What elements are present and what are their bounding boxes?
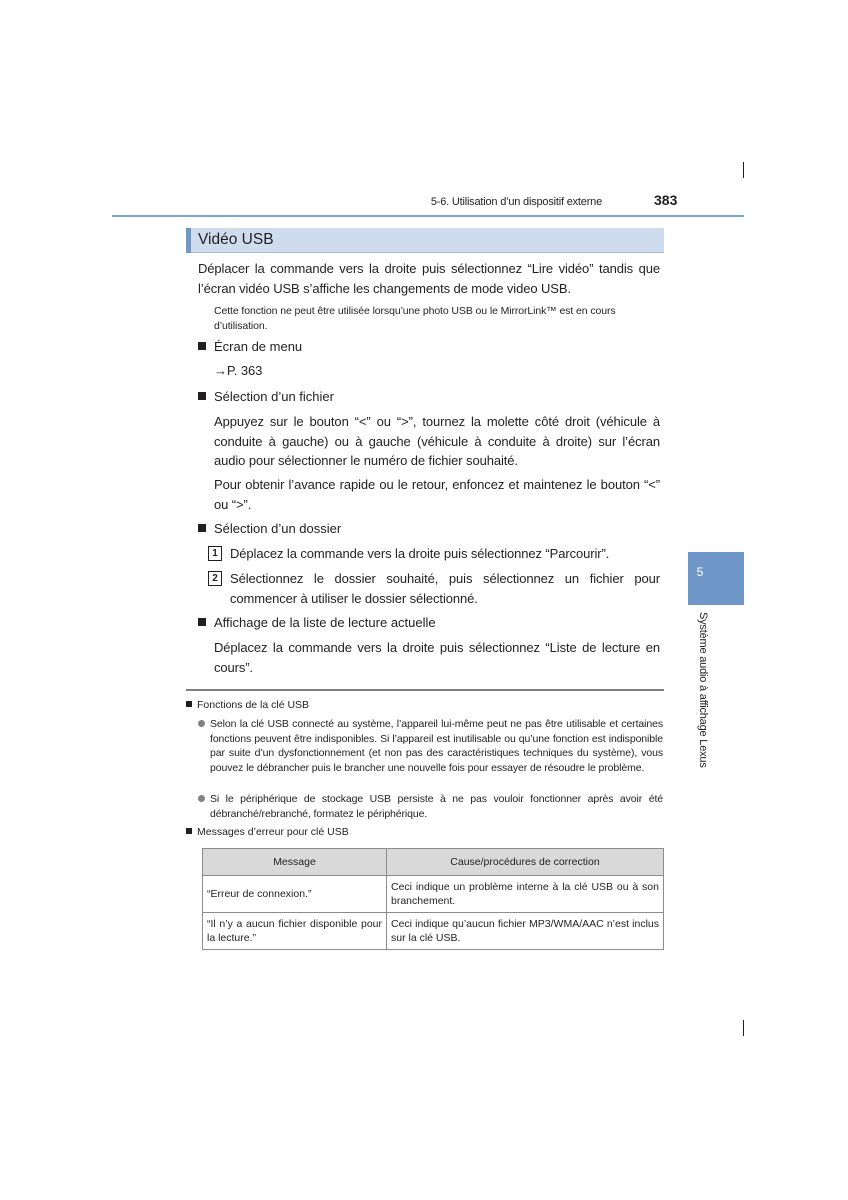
usb-functions-heading: Fonctions de la clé USB [186, 698, 309, 712]
table-cell-cause: Ceci indique qu’aucun fichier MP3/WMA/AAC n’est inclus sur la clé USB. [387, 913, 664, 950]
header-rule [112, 215, 744, 217]
playlist-heading: Affichage de la liste de lecture actuelle [198, 614, 436, 632]
step-number-2: 2 [208, 571, 222, 586]
folder-selection-heading: Sélection d’un dossier [198, 520, 341, 538]
square-bullet-icon [198, 524, 206, 532]
usb-functions-bullet-2: Si le périphérique de stockage USB persiste à ne pas vouloir fonctionner après avoir été débranché/rebranché, formatez le périphérique. [198, 792, 663, 821]
file-selection-paragraph-1: Appuyez sur le bouton “<” ou “>”, tournez la molette côté droit (véhicule à conduite à gauche) ou à gauche (véhicule à conduite à droite) sur l’écran audio pour sélectionner le numéro de fichier souhaité. [214, 414, 660, 468]
round-bullet-icon [198, 720, 205, 727]
square-bullet-icon [186, 701, 192, 707]
section-title-accent [186, 228, 191, 253]
step-text-1: Déplacez la commande vers la droite puis sélectionnez “Parcourir”. [230, 546, 610, 561]
file-selection-heading: Sélection d’un fichier [198, 388, 334, 406]
square-bullet-icon [198, 618, 206, 626]
page-number: 383 [654, 192, 678, 208]
section-separator [186, 689, 664, 691]
step-number-1: 1 [208, 546, 222, 561]
table-row [203, 876, 664, 913]
round-bullet-icon [198, 795, 205, 802]
table-cell-message: “Erreur de connexion.” [203, 876, 387, 913]
table-cell-message: “Il n’y a aucun fichier disponible pour la lecture.” [203, 913, 387, 950]
error-messages-heading: Messages d’erreur pour clé USB [186, 825, 349, 839]
square-bullet-icon [198, 392, 206, 400]
step-text-2: Sélectionnez le dossier souhaité, puis sélectionnez un fichier pour commencer à utiliser le dossier sélectionné. [230, 571, 660, 606]
column-header-cause: Cause/procédures de correction [387, 849, 664, 876]
square-bullet-icon [198, 342, 206, 350]
table-row [203, 913, 664, 950]
column-header-message: Message [203, 849, 387, 876]
error-messages-table [202, 848, 664, 950]
chapter-tab-number: 5 [696, 565, 704, 579]
header-section-title: 5-6. Utilisation d’un dispositif externe [430, 196, 602, 208]
square-bullet-icon [186, 828, 192, 834]
section-title: Vidéo USB [198, 231, 274, 248]
playlist-paragraph: Déplacez la commande vers la droite puis sélectionnez “Liste de lecture en cours”. [214, 640, 660, 675]
file-selection-paragraph-2: Pour obtenir l’avance rapide ou le retour, enfoncez et maintenez le bouton “<” ou “>”. [214, 477, 660, 512]
crop-mark-top [743, 162, 744, 178]
menu-screen-reference[interactable]: →P. 363 [214, 363, 263, 378]
table-cell-cause: Ceci indique un problème interne à la clé USB ou à son branchement. [387, 876, 664, 913]
chapter-tab-title: Système audio à affichage Lexus [697, 612, 709, 768]
usb-functions-bullet-1: Selon la clé USB connecté au système, l’appareil lui-même peut ne pas être utilisable et certaines fonctions peuvent être indisponibles. Si l’appareil est inutilisable ou qu’une fonction est indisponible par suite d’un dysfonctionnement (et non pas des caractéristiques techniques du système), vous pouvez le débrancher puis le brancher une nouvelle fois pour essayer de résoudre le problème. [198, 717, 663, 775]
menu-screen-heading: Écran de menu [198, 338, 302, 356]
note-paragraph: Cette fonction ne peut être utilisée lorsqu’une photo USB ou le MirrorLink™ est en cours d’utilisation. [214, 305, 616, 332]
intro-paragraph: Déplacer la commande vers la droite puis sélectionnez “Lire vidéo” tandis que l’écran vidéo USB s’affiche les changements de mode video USB. [198, 261, 660, 296]
table-header-row [203, 849, 664, 876]
crop-mark-bottom [743, 1020, 744, 1036]
